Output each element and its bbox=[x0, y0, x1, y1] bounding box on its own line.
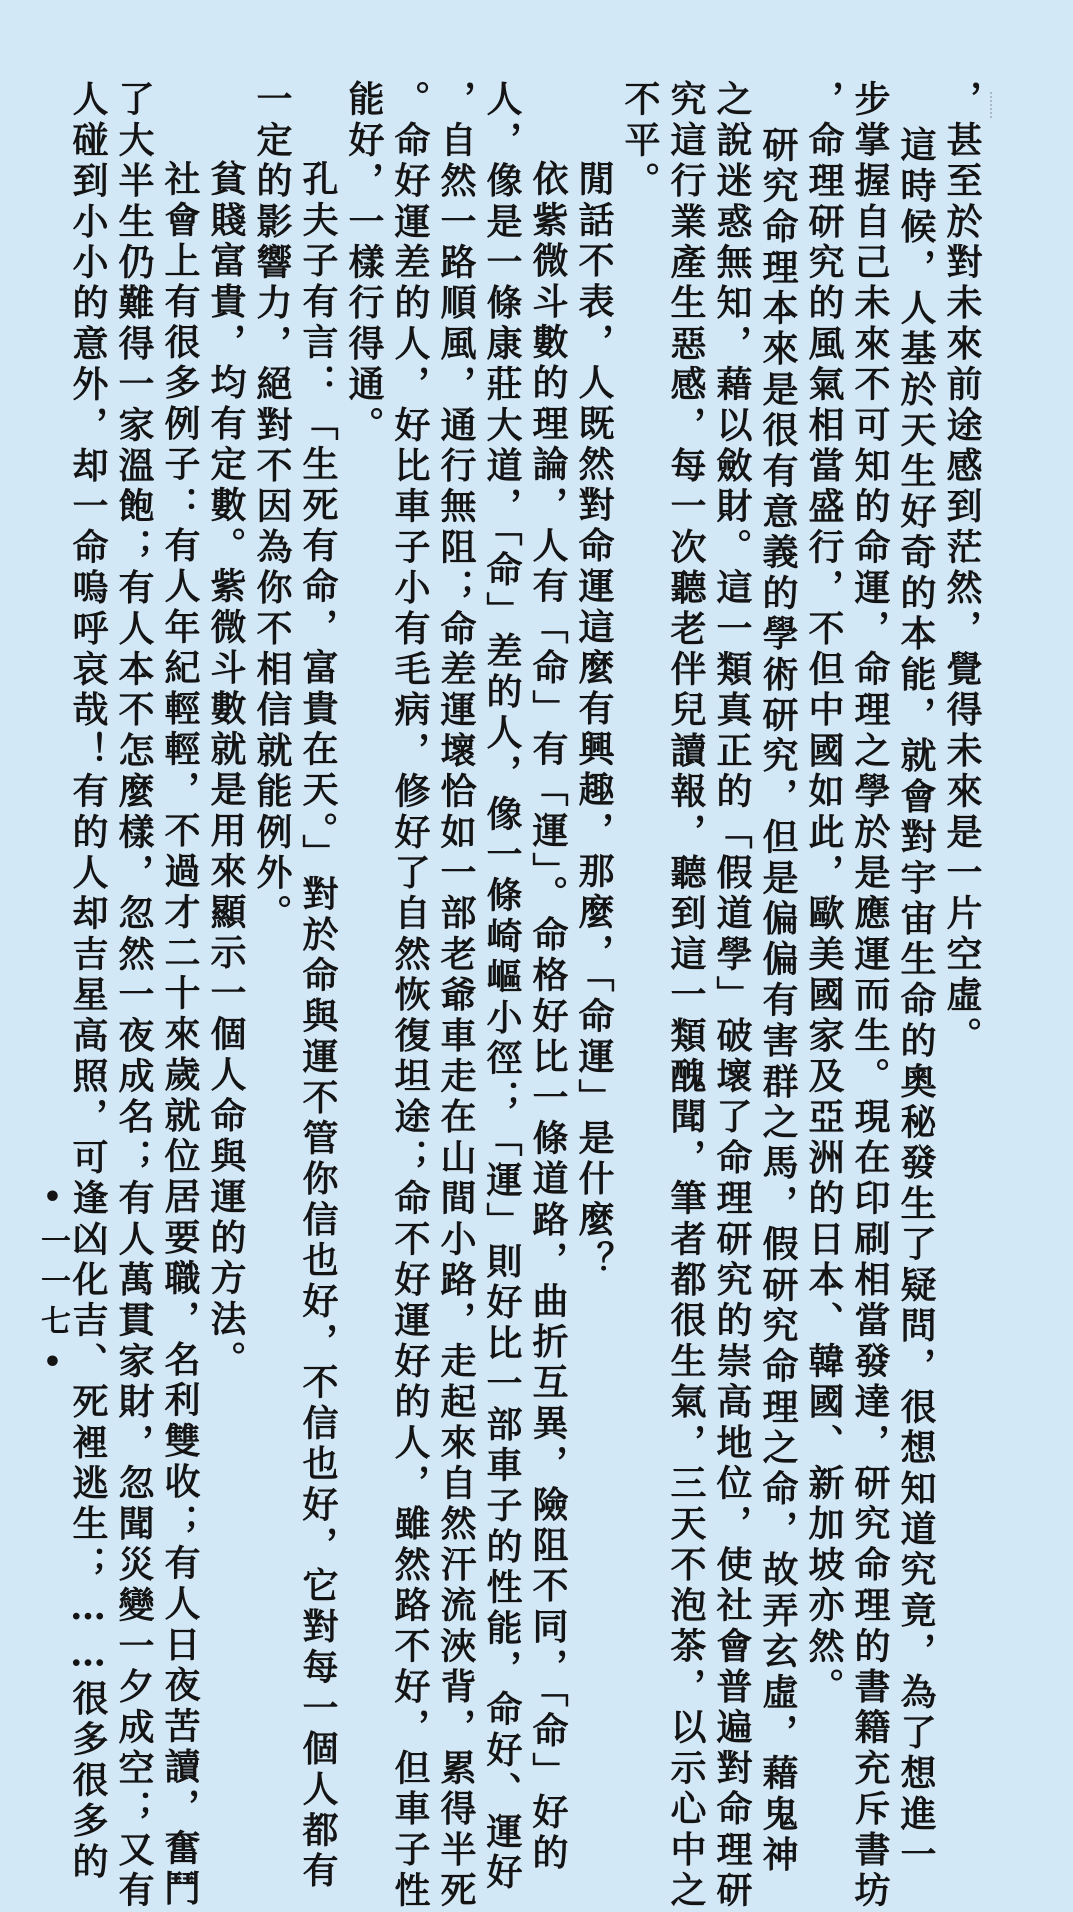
text-column-12: ，自然一路順風，通行無阻；命差運壞恰如一部老爺車走在山間小路，走起來自然汗流浹背，累得半死 bbox=[435, 80, 477, 1912]
text-column-16: 一定的影響力，絕對不因為你不相信就能例外。 bbox=[251, 80, 293, 935]
text-column-15: 孔夫子有言：「生死有命，富貴在天。」對於命與運不管你信也好，不信也好，它對每一個人都有 bbox=[297, 160, 339, 1893]
text-column-6: 之說迷惑無知，藉以斂財。這一類真正的「假道學」破壞了命理研究的崇高地位，使社會普遍對命理研 bbox=[711, 80, 753, 1912]
text-column-7: 究這行業產生惡感，每一次聽老伴兒讀報，聽到這一類醜聞，筆者都很生氣，三天不泡茶，以示心中之 bbox=[665, 80, 707, 1912]
text-column-4: ，命理研究的風氣相當盛行，不但中國如此，歐美國家及亞洲的日本、韓國、新加坡亦然。 bbox=[803, 80, 845, 1708]
scan-speck bbox=[990, 92, 1004, 118]
text-column-17: 貧賤富貴，均有定數。紫微斗數就是用來顯示一個人命與運的方法。 bbox=[205, 160, 247, 1381]
text-column-8: 不平。 bbox=[619, 80, 661, 203]
page-number: •一一七• bbox=[35, 1180, 70, 1390]
text-column-10: 依紫微斗數的理論，人有「命」有「運」。命格好比一條道路，曲折互異，險阻不同，「命」好的 bbox=[527, 160, 569, 1875]
text-column-14: 能好，一樣行得通。 bbox=[343, 80, 385, 447]
text-column-2: 這時候，人基於天生好奇的本能，就會對宇宙生命的奧秘發生了疑問，很想知道究竟，為了想進一 bbox=[895, 126, 937, 1877]
text-column-11: 人，像是一條康莊大道，「命」差的人，像一條崎嶇小徑；「運」則好比一部車子的性能，命好、運好 bbox=[481, 80, 523, 1894]
text-column-9: 閒話不表，人既然對命運這麼有興趣，那麼，「命運」是什麼？ bbox=[573, 160, 615, 1282]
text-column-18: 社會上有很多例子：有人年紀輕輕，不過才二十來歲就位居要職，名利雙收；有人日夜苦讀，奮鬥 bbox=[159, 160, 201, 1911]
text-column-1: ，甚至於對未來前途感到茫然，覺得未來是一片空虛。 bbox=[941, 80, 983, 1057]
text-column-13: 。命好運差的人，好比車子小有毛病，修好了自然恢復坦途；命不好運好的人，雖然路不好，但車子性 bbox=[389, 80, 431, 1912]
text-column-3: 步掌握自己未來不可知的命運，命理之學於是應運而生。現在印刷相當發達，研究命理的書籍充斥書坊 bbox=[849, 80, 891, 1912]
text-column-20: 人碰到小小的意外，却一命嗚呼哀哉！有的人却吉星高照，可逢凶化吉、死裡逃生；……很多很多的 bbox=[67, 80, 109, 1883]
text-column-5: 研究命理本來是很有意義的學術研究，但是偏偏有害群之馬，假研究命理之命，故弄玄虛，藉鬼神 bbox=[757, 126, 799, 1877]
text-column-19: 了大半生仍難得一家溫飽；有人本不怎麼樣，忽然一夜成名；有人萬貫家財，忽聞災變一夕成空；又有 bbox=[113, 80, 155, 1912]
